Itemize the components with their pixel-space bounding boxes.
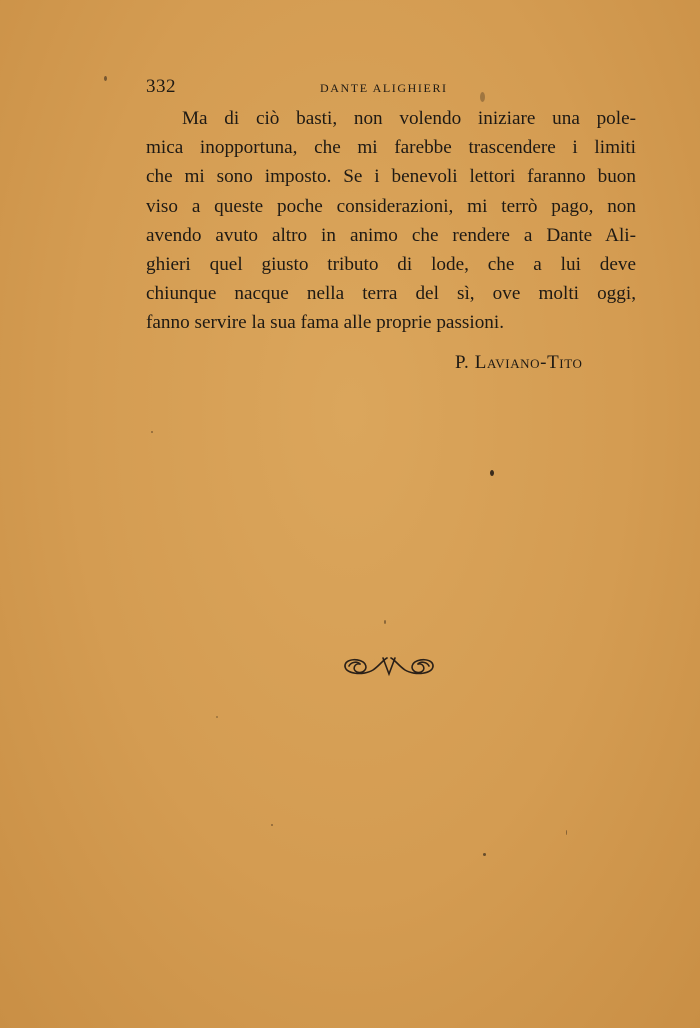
text-line: viso a queste poche considerazioni, mi terrò pago, non <box>146 195 636 217</box>
text-line: avendo avuto altro in animo che rendere a Dante Ali- <box>146 224 636 246</box>
paper-speck <box>566 830 567 835</box>
paper-speck <box>483 853 486 856</box>
running-head <box>146 76 636 100</box>
text-line: mica inopportuna, che mi farebbe trascendere i limiti <box>146 137 636 159</box>
paper-speck <box>216 716 218 718</box>
author-signature: P. Laviano-Tito <box>455 352 583 373</box>
text-line: fanno servire la sua fama alle proprie passioni. <box>146 312 505 334</box>
body-paragraph <box>146 104 636 338</box>
paper-speck <box>151 431 153 433</box>
text-line: chiunque nacque nella terra del sì, ove molti oggi, <box>146 283 636 305</box>
running-title: DANTE ALIGHIERI <box>320 81 448 95</box>
paper-speck <box>384 620 386 624</box>
text-line: Ma di ciò basti, non volendo iniziare una pole- <box>182 108 636 129</box>
paper-speck <box>104 76 107 81</box>
paper-speck <box>490 470 494 476</box>
fleuron-ornament-icon <box>339 652 439 680</box>
page-number: 332 <box>146 76 176 97</box>
paper-speck <box>480 92 485 102</box>
text-line: ghieri quel giusto tributo di lode, che a lui deve <box>146 254 636 276</box>
text-line: che mi sono imposto. Se i benevoli lettori faranno buon <box>146 166 636 188</box>
paper-speck <box>271 824 273 826</box>
